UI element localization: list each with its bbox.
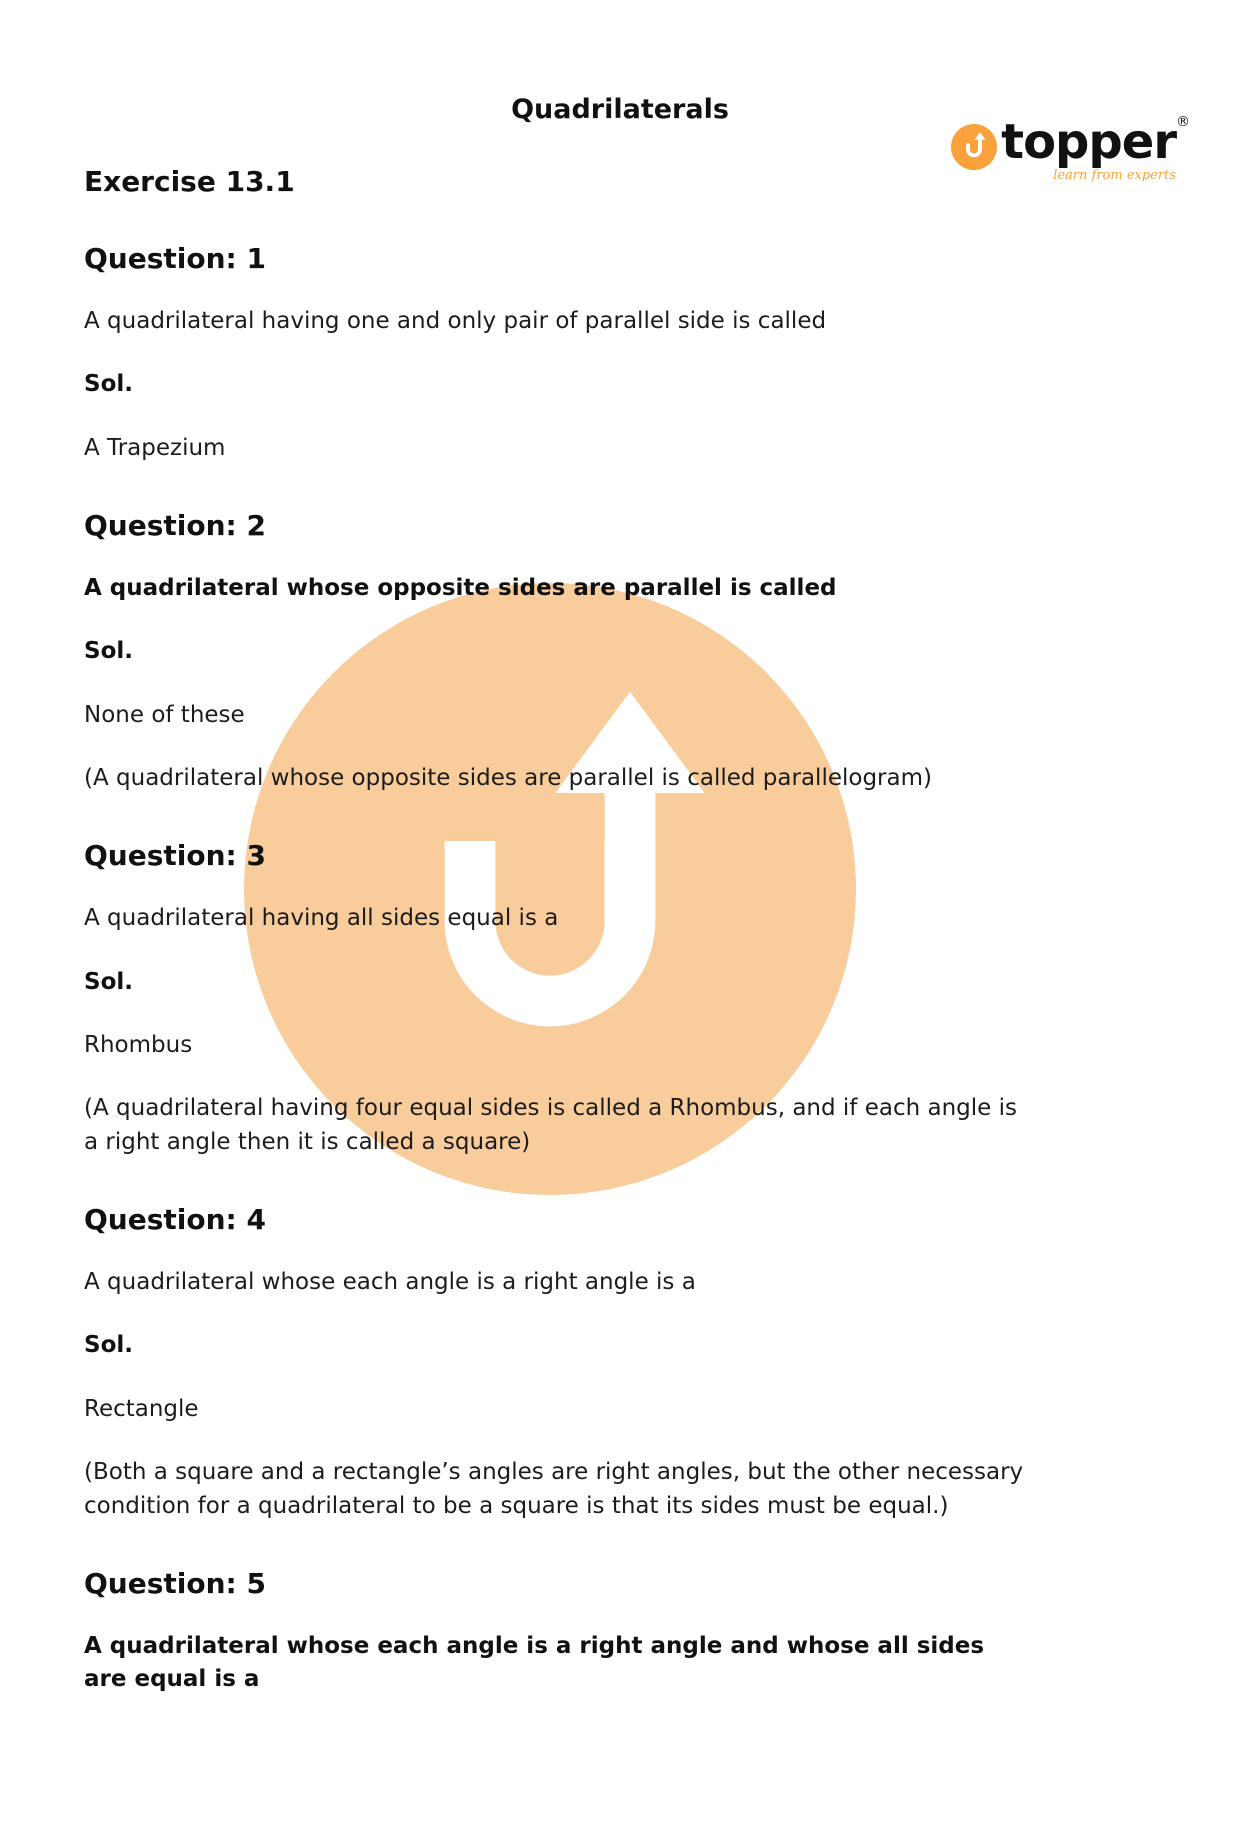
solution-label: Sol.	[84, 371, 133, 398]
topper-logo	[951, 114, 1190, 183]
page-title: Quadrilaterals	[511, 94, 729, 125]
solution-label: Sol.	[84, 968, 133, 995]
question-heading: Question: 4	[84, 1203, 266, 1237]
question-text: A quadrilateral whose each angle is a right angle is a	[84, 1269, 696, 1296]
question-block-3	[84, 839, 1156, 1159]
question-text: A quadrilateral having all sides equal is a	[84, 905, 559, 932]
answer-text: Rectangle	[84, 1395, 199, 1422]
answer-note: (A quadrilateral having four equal sides is called a Rhombus, and if each angle is a right angle then it is called a square)	[84, 1095, 1017, 1155]
logo-tagline: learn from experts	[1053, 167, 1176, 183]
answer-text: Rhombus	[84, 1032, 193, 1059]
question-text: A quadrilateral whose each angle is a right angle and whose all sides are equal is a	[84, 1632, 985, 1693]
exercise-heading: Exercise 13.1	[84, 165, 295, 198]
answer-text: None of these	[84, 701, 245, 728]
question-block-4	[84, 1203, 1156, 1523]
question-block-5	[84, 1567, 1156, 1697]
logo-brand-text: topper	[1001, 114, 1176, 170]
solution-label: Sol.	[84, 1332, 133, 1359]
answer-text: A Trapezium	[84, 434, 226, 461]
question-block-1	[84, 242, 1156, 465]
question-heading: Question: 5	[84, 1566, 266, 1600]
question-text: A quadrilateral having one and only pair of parallel side is called	[84, 308, 827, 334]
solution-label: Sol.	[84, 638, 133, 665]
answer-note: (Both a square and a rectangle’s angles are right angles, but the other necessary condition for a quadrilateral to be a square is that its sides must be equal.)	[84, 1459, 1024, 1519]
logo-circle	[951, 124, 997, 170]
ut-arrow-icon	[962, 131, 986, 163]
question-text: A quadrilateral whose opposite sides are parallel is called	[84, 575, 837, 602]
question-block-2	[84, 509, 1156, 795]
document-page	[0, 94, 1240, 1697]
answer-note: (A quadrilateral whose opposite sides are parallel is called parallelogram)	[84, 765, 932, 792]
registered-trademark: ®	[1176, 114, 1190, 130]
question-heading: Question: 3	[84, 839, 266, 873]
question-heading: Question: 1	[84, 242, 266, 275]
question-heading: Question: 2	[84, 509, 266, 543]
